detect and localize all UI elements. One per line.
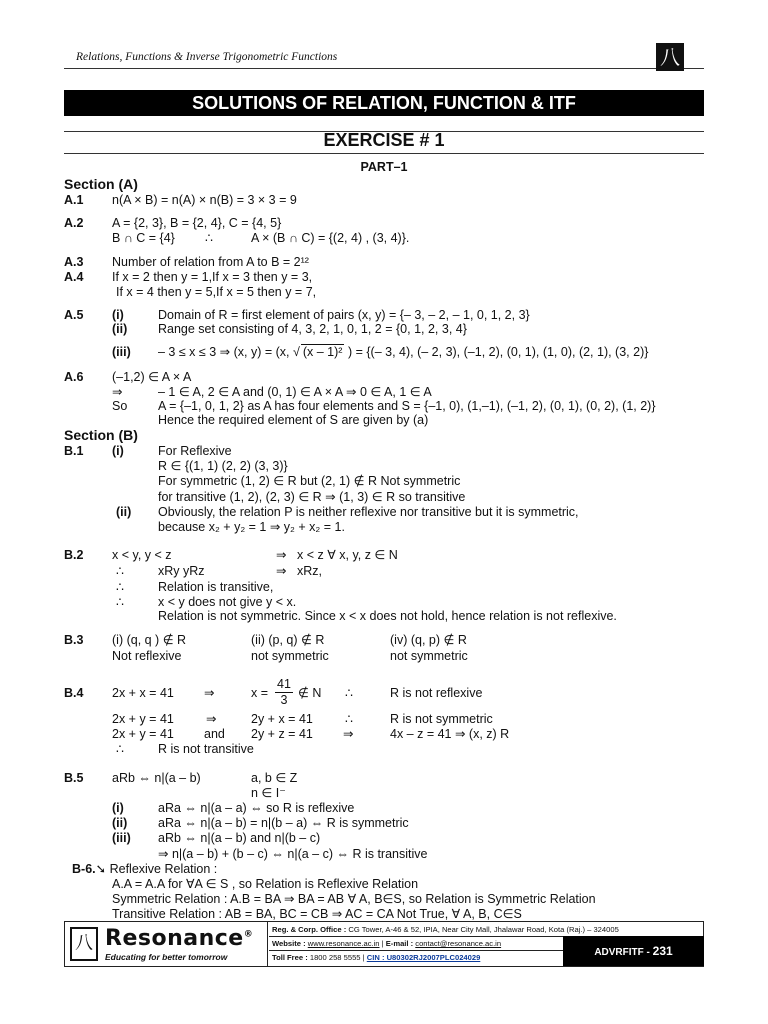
b4-r1a: 2x + x = 41	[112, 686, 174, 700]
b1-l6: because x₂ + y₂ = 1 ⇒ y₂ + x₂ = 1.	[158, 520, 345, 534]
a5-iii-line	[158, 344, 648, 360]
a2-line2c: A × (B ∩ C) = {(2, 4) , (3, 4)}.	[251, 231, 410, 245]
b4-r1f: R is not reflexive	[390, 686, 483, 700]
b3-d3: not symmetric	[390, 649, 468, 663]
b1-l4: for transitive (1, 2), (2, 3) ∈ R ⇒ (1, 3) ∈ R so transitive	[158, 490, 466, 504]
b5-label: B.5	[64, 771, 84, 785]
b4-r1b: ⇒	[204, 686, 215, 700]
a6-line4: Hence the required element of S are given by (a)	[158, 413, 429, 427]
resonance-logo-icon: 八	[656, 43, 684, 71]
b6-l3: Symmetric Relation : A.B = BA ⇒ BA = AB ∀ A, B∈S, so Relation is Symmetric Relation	[112, 892, 596, 906]
b4-r1d: ∉ N	[298, 686, 322, 700]
a5-i-text: Domain of R = first element of pairs (x, y) = {– 3, – 2, – 1, 0, 1, 2, 3}	[158, 308, 530, 322]
brand-name	[105, 926, 253, 952]
b4-r4b: R is not transitive	[158, 742, 254, 756]
b5-r1a: aRb ⇔ n|(a – b)	[112, 771, 201, 785]
b2-r2a: ∴	[116, 564, 124, 578]
b1-l2: R ∈ {(1, 1) (2, 2) (3, 3)}	[158, 459, 288, 473]
a4-line2: If x = 4 then y = 5,If x = 5 then y = 7,	[116, 285, 317, 299]
footer-toll: Toll Free : 1800 258 5555 | CIN : U80302RJ2007PLC024029	[272, 953, 481, 962]
b4-r2d: ∴	[345, 712, 353, 726]
b5-iii: (iii)	[112, 831, 131, 845]
a5-label: A.5	[64, 308, 84, 322]
office-label: Reg. & Corp. Office :	[272, 925, 347, 934]
a6-line1: (–1,2) ∈ A × A	[112, 370, 192, 384]
b5-i-text: aRa ⇔ n|(a – a) ⇔ so R is reflexive	[158, 801, 355, 815]
b4-r2c: 2y + x = 41	[251, 712, 313, 726]
b2-r5: Relation is not symmetric. Since x < x does not hold, hence relation is not reflexive.	[158, 609, 617, 623]
exercise-title: EXERCISE # 1	[323, 130, 445, 150]
b3-label: B.3	[64, 633, 84, 647]
b3-c3: (iv) (q, p) ∉ R	[390, 633, 467, 647]
a1-label: A.1	[64, 193, 84, 207]
b5-iv-text: ⇒ n|(a – b) + (b – c) ⇔ n|(a – c) ⇔ R is transitive	[158, 847, 428, 861]
a6-so: So	[112, 399, 128, 413]
toll-label: Toll Free :	[272, 953, 308, 962]
b6-heading	[72, 862, 217, 877]
website-link[interactable]: www.resonance.ac.in	[307, 939, 380, 948]
b1-l3: For symmetric (1, 2) ∈ R but (2, 1) ∉ R Not symmetric	[158, 474, 461, 488]
b2-r4a: ∴	[116, 595, 124, 609]
b4-r3c: 2y + z = 41	[251, 727, 313, 741]
footer-web: Website : www.resonance.ac.in | E-mail : contact@resonance.ac.in	[272, 939, 502, 948]
web-label: Website :	[272, 939, 306, 948]
b4-fraction	[275, 677, 293, 708]
b2-r1a: x < y, y < z	[112, 548, 172, 562]
b6-l4: Transitive Relation : AB = BA, BC = CB ⇒ AC = CA Not True, ∀ A, B, C∈S	[112, 907, 522, 921]
b3-d2: not symmetric	[251, 649, 329, 663]
a3-label: A.3	[64, 255, 84, 269]
b2-r2b: xRy yRz	[158, 564, 205, 578]
b5-i: (i)	[112, 801, 124, 815]
b2-label: B.2	[64, 548, 84, 562]
section-a-title: Section (A)	[64, 176, 138, 192]
a3-text: Number of relation from A to B = 2¹²	[112, 255, 309, 269]
b4-r1e: ∴	[345, 686, 353, 700]
footer-sep-2	[269, 950, 563, 951]
b4-r3d: ⇒	[343, 727, 354, 741]
b4-r3b: and	[204, 727, 225, 741]
arrow-icon: ➘	[95, 862, 107, 876]
brand-tagline: Educating for better tomorrow	[105, 952, 228, 962]
b5-ii-text: aRa ⇔ n|(a – b) = n|(b – a) ⇔ R is symmetric	[158, 816, 409, 830]
b6-l1: Reflexive Relation :	[109, 862, 218, 876]
b1-l5: Obviously, the relation P is neither reflexive nor transitive but it is symmetric,	[158, 505, 579, 519]
page-footer	[64, 921, 704, 967]
a5-iii-post: ) = {(– 3, 4), (– 2, 3), (–1, 2), (0, 1), (1, 0), (2, 1), (3, 2)}	[347, 345, 649, 359]
email-label: E-mail :	[385, 939, 414, 948]
b2-r2d: xRz,	[297, 564, 322, 578]
a2-line2a: B ∩ C = {4}	[112, 231, 175, 245]
b5-iii-text: aRb ⇔ n|(a – b) and n|(b – c)	[158, 831, 321, 845]
page-banner: SOLUTIONS OF RELATION, FUNCTION & ITF	[64, 90, 704, 116]
b4-r2a: 2x + y = 41	[112, 712, 174, 726]
section-b-title: Section (B)	[64, 427, 138, 443]
a5-iii-radicand: (x – 1)²	[302, 345, 343, 359]
b2-r3b: Relation is transitive,	[158, 580, 274, 594]
a5-ii: (ii)	[112, 322, 128, 336]
b1-label: B.1	[64, 444, 84, 458]
b1-ii: (ii)	[116, 505, 132, 519]
b3-d1: Not reflexive	[112, 649, 182, 663]
page-number: 231	[652, 944, 673, 958]
b6-label: B-6.	[72, 862, 96, 876]
b4-r3a: 2x + y = 41	[112, 727, 174, 741]
b3-c2: (ii) (p, q) ∉ R	[251, 633, 325, 647]
footer-office	[272, 925, 619, 934]
footer-sep-1	[269, 936, 563, 937]
page-number-box	[563, 936, 704, 966]
b2-r1c: x < z ∀ x, y, z ∈ N	[297, 548, 398, 562]
a4-line1: If x = 2 then y = 1,If x = 3 then y = 3,	[112, 270, 313, 284]
registered-mark: ®	[243, 929, 254, 940]
a5-iii: (iii)	[112, 345, 131, 359]
resonance-mark-icon: 八	[70, 927, 98, 961]
a2-line1: A = {2, 3}, B = {2, 4}, C = {4, 5}	[112, 216, 282, 230]
page-code: ADVRFITF -	[594, 947, 650, 958]
b4-r2b: ⇒	[206, 712, 217, 726]
a6-line2: – 1 ∈ A, 2 ∈ A and (0, 1) ∈ A × A ⇒ 0 ∈ A, 1 ∈ A	[158, 385, 432, 399]
a5-i: (i)	[112, 308, 124, 322]
b2-r4b: x < y does not give y < x.	[158, 595, 297, 609]
b4-r3e: 4x – z = 41 ⇒ (x, z) R	[390, 727, 510, 741]
a4-label: A.4	[64, 270, 84, 284]
b1-l1: For Reflexive	[158, 444, 232, 458]
b2-r3a: ∴	[116, 580, 124, 594]
b5-ii: (ii)	[112, 816, 128, 830]
sqrt-radical-icon: √	[293, 345, 300, 359]
brand-text: Resonance	[105, 926, 244, 951]
header-rule	[64, 68, 704, 69]
cin-number: CIN : U80302RJ2007PLC024029	[366, 953, 481, 962]
a2-label: A.2	[64, 216, 84, 230]
b2-r2c: ⇒	[276, 564, 287, 578]
b4-denominator: 3	[280, 693, 288, 707]
toll-number: 1800 258 5555	[309, 953, 361, 962]
running-title: Relations, Functions & Inverse Trigonometric Functions	[76, 51, 338, 63]
a1-text: n(A × B) = n(A) × n(B) = 3 × 3 = 9	[112, 193, 297, 207]
office-address: CG Tower, A-46 & 52, IPIA, Near City Mall, Jhalawar Road, Kota (Raj.) – 324005	[348, 925, 619, 934]
b4-r4a: ∴	[116, 742, 124, 756]
a5-ii-text: Range set consisting of 4, 3, 2, 1, 0, 1, 2 = {0, 1, 2, 3, 4}	[158, 322, 467, 336]
b4-numerator: 41	[277, 677, 291, 691]
a2-therefore: ∴	[205, 231, 213, 245]
b4-r2e: R is not symmetric	[390, 712, 493, 726]
a5-iii-pre: – 3 ≤ x ≤ 3 ⇒ (x, y) = (x,	[158, 345, 290, 359]
b6-l2: A.A = A.A for ∀A ∈ S , so Relation is Reflexive Relation	[112, 877, 419, 891]
b5-r1b: a, b ∈ Z	[251, 771, 298, 785]
title-rule-bottom	[64, 153, 704, 154]
b4-label: B.4	[64, 686, 84, 700]
footer-logo	[65, 922, 268, 966]
b4-r1c: x =	[251, 686, 269, 700]
part-title: PART–1	[360, 160, 408, 174]
a6-line3: A = {–1, 0, 1, 2} as A has four elements and S = {–1, 0), (1,–1), (–1, 2), (0, 1), (0, 2), (1, 2)}	[158, 399, 656, 413]
b2-r1b: ⇒	[276, 548, 287, 562]
b5-r1c: n ∈ I⁻	[251, 786, 286, 800]
a6-label: A.6	[64, 370, 84, 384]
a6-implies: ⇒	[112, 385, 123, 399]
b1-i: (i)	[112, 444, 124, 458]
email-link[interactable]: contact@resonance.ac.in	[415, 939, 502, 948]
b3-c1: (i) (q, q ) ∉ R	[112, 633, 187, 647]
